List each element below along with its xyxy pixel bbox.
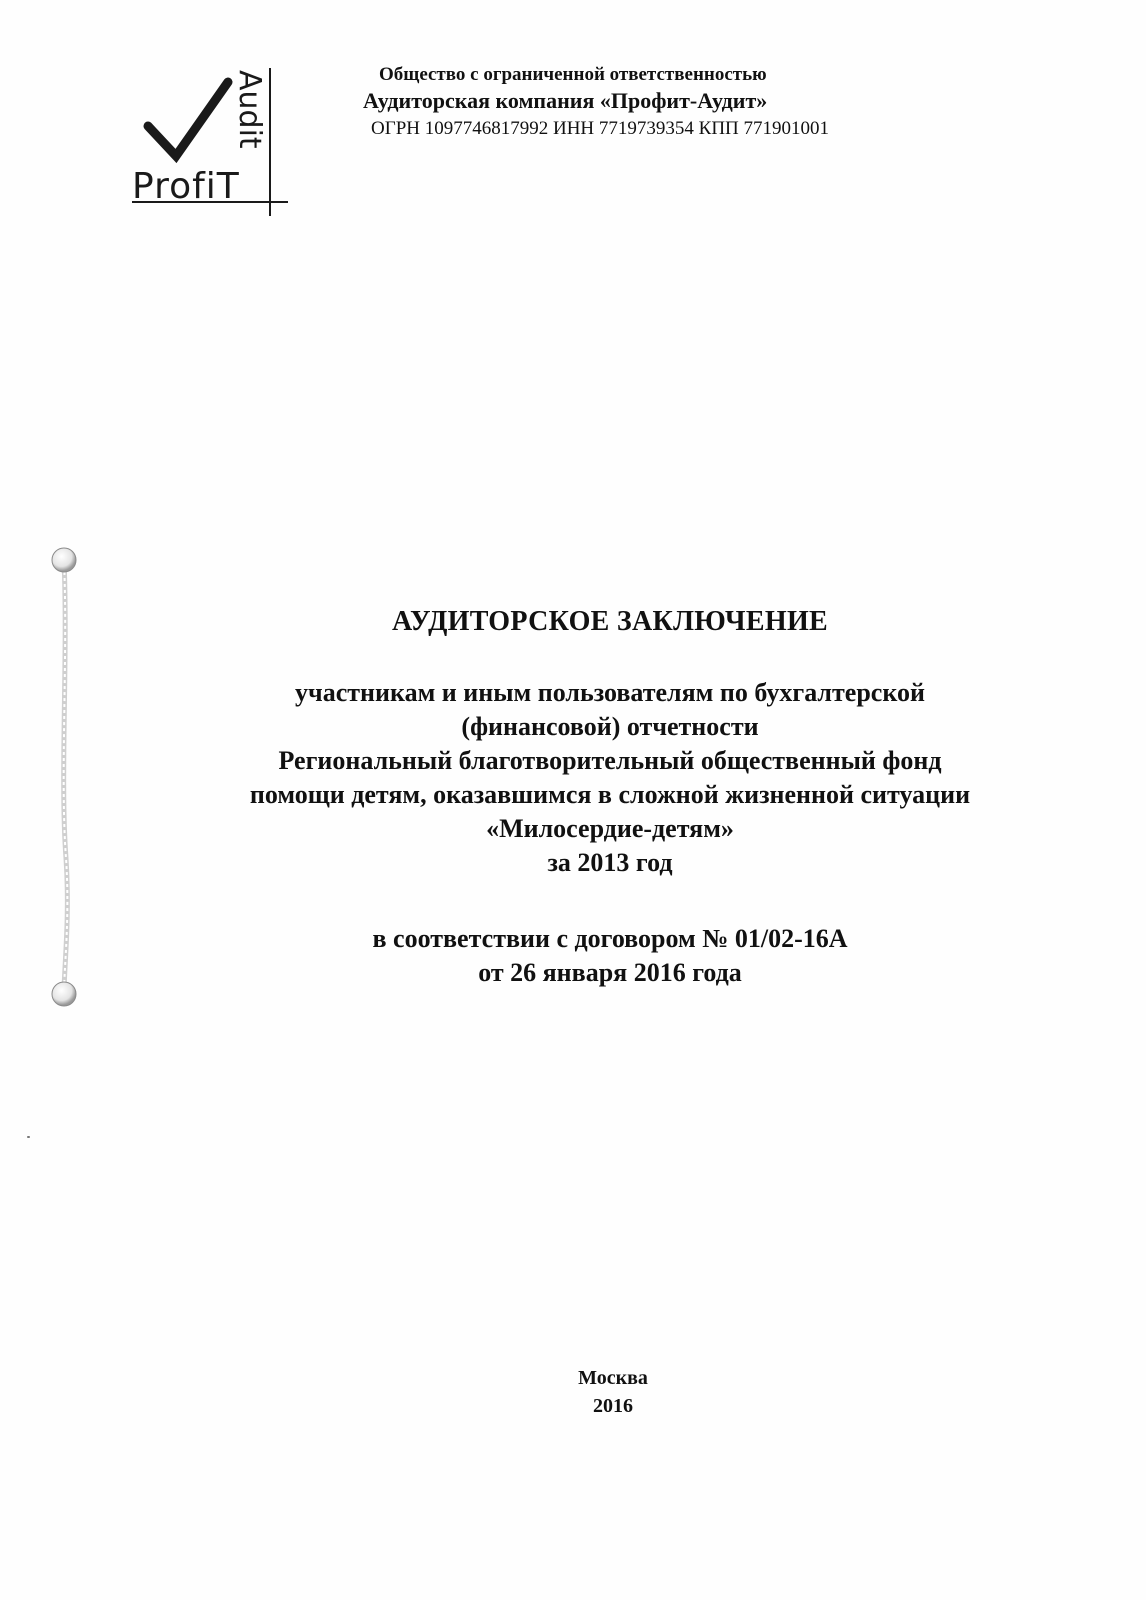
rivet-bottom	[52, 982, 76, 1006]
report-period: за 2013 год	[547, 848, 673, 877]
addressee-line: (финансовой) отчетности	[461, 712, 759, 741]
footer-year: 2016	[593, 1395, 633, 1417]
document-title: АУДИТОРСКОЕ ЗАКЛЮЧЕНИЕ	[391, 606, 829, 637]
org-form: Общество с ограниченной ответственностью	[379, 64, 767, 85]
checkmark-icon	[148, 82, 228, 156]
addressee-block	[160, 676, 1060, 880]
company-name: Аудиторская компания «Профит-Аудит»	[363, 88, 768, 113]
scan-speck	[27, 1136, 30, 1138]
contract-block	[160, 922, 1060, 990]
footer-city: Москва	[578, 1367, 648, 1389]
logo-text-audit: Audit	[232, 70, 267, 149]
addressee-line: Региональный благотворительный общественный фонд	[278, 746, 942, 775]
company-logo	[128, 64, 290, 220]
binding-string	[46, 538, 86, 1016]
contract-number: в соответствии с договором № 01/02-16А	[372, 924, 848, 953]
footer	[473, 1364, 753, 1420]
addressee-line: участникам и иным пользователям по бухгалтерской	[295, 678, 925, 707]
contract-date: от 26 января 2016 года	[478, 958, 742, 987]
profit-audit-logo-graphic	[128, 64, 290, 220]
logo-text-profit: ProfiT	[132, 166, 240, 207]
registration-numbers: ОГРН 1097746817992 ИНН 7719739354 КПП 771901001	[371, 118, 830, 139]
addressee-line: «Милосердие-детям»	[486, 814, 734, 843]
title-block	[160, 602, 1060, 990]
addressee-line: помощи детям, оказавшимся в сложной жизненной ситуации	[249, 780, 971, 809]
rivet-top	[52, 548, 76, 572]
